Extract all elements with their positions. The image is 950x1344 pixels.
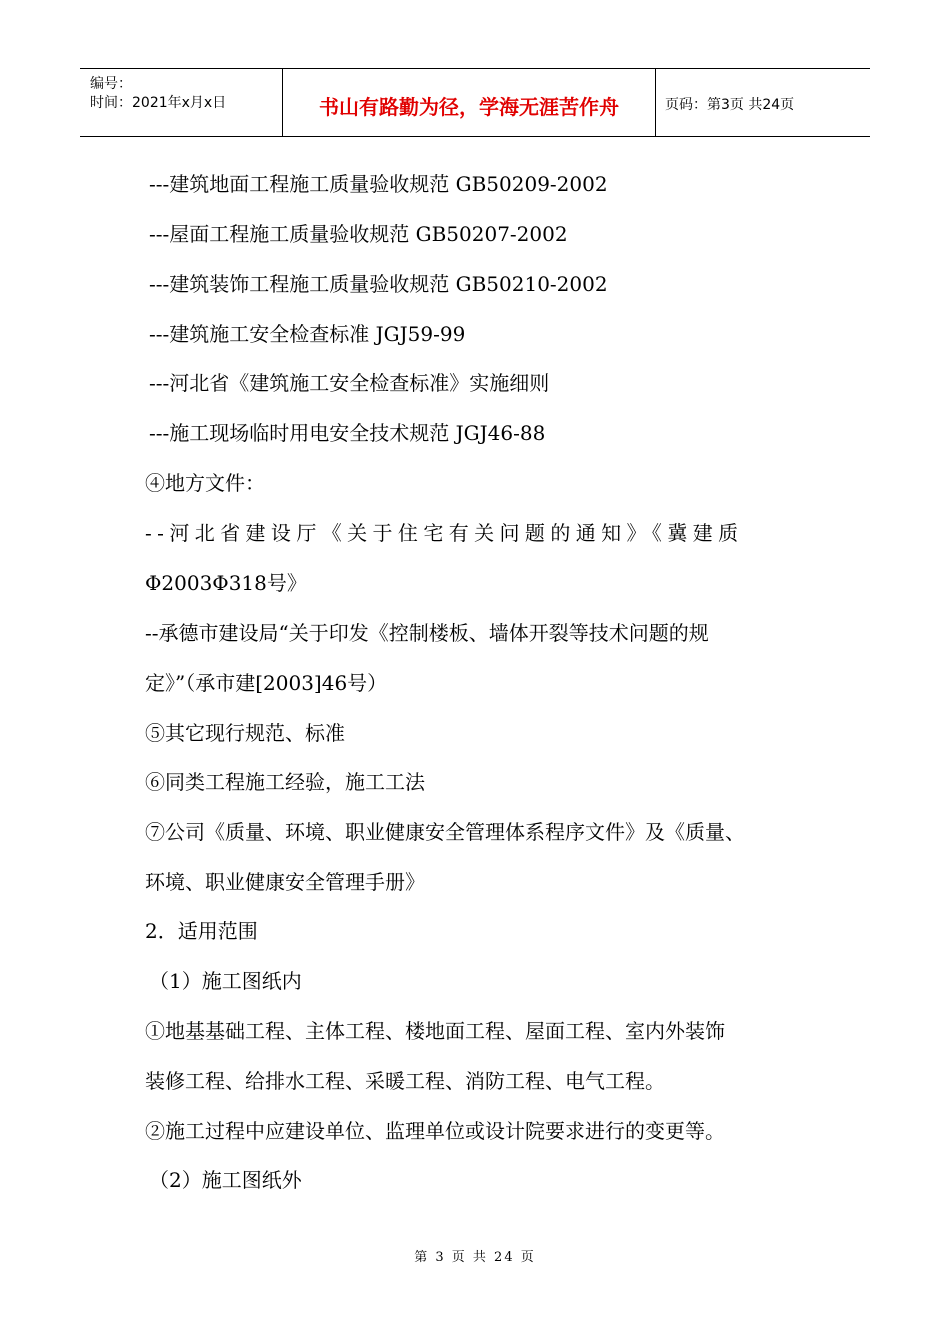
standard-item: ---建筑装饰工程施工质量验收规范 GB50210-2002 <box>149 272 608 296</box>
document-number-label: 编号： <box>90 76 132 92</box>
paragraph-line: 定》”（承市建[2003]46号） <box>145 671 388 695</box>
paragraph-line: 环境、职业健康安全管理手册》 <box>145 870 425 894</box>
standard-item: ---河北省《建筑施工安全检查标准》实施细则 <box>149 371 550 395</box>
standard-item: ---施工现场临时用电安全技术规范 JGJ46-88 <box>149 421 546 445</box>
subsection-heading: （2）施工图纸外 <box>149 1168 302 1192</box>
section-heading: ⑤其它现行规范、标准 <box>145 721 345 745</box>
standard-item: ---建筑地面工程施工质量验收规范 GB50209-2002 <box>149 172 608 196</box>
header-page-number: 页码：第3页 共24页 <box>665 97 795 113</box>
header-motto-cell <box>282 69 656 136</box>
header-meta <box>80 69 282 136</box>
paragraph-line: ②施工过程中应建设单位、监理单位或设计院要求进行的变更等。 <box>145 1119 725 1143</box>
header-page-cell <box>655 69 870 136</box>
page-footer: 第 3 页 共 24 页 <box>414 1250 536 1265</box>
header-motto: 书山有路勤为径，学海无涯苦作舟 <box>319 95 619 119</box>
paragraph-line: --承德市建设局“关于印发《控制楼板、墙体开裂等技术问题的规 <box>145 621 709 645</box>
paragraph-line: Φ2003Φ318号》 <box>145 571 307 595</box>
section-heading: ⑥同类工程施工经验，施工工法 <box>145 770 425 794</box>
section-heading: 2．适用范围 <box>145 919 258 943</box>
document-time-label: 时间：2021年x月x日 <box>90 95 227 111</box>
paragraph-line: ⑦公司《质量、环境、职业健康安全管理体系程序文件》及《质量、 <box>145 820 745 844</box>
paragraph-line: 装修工程、给排水工程、采暖工程、消防工程、电气工程。 <box>145 1069 665 1093</box>
standard-item: ---建筑施工安全检查标准 JGJ59-99 <box>149 322 466 346</box>
subsection-heading: （1）施工图纸内 <box>149 969 302 993</box>
paragraph-line: ①地基基础工程、主体工程、楼地面工程、屋面工程、室内外装饰 <box>145 1019 725 1043</box>
section-heading: ④地方文件： <box>145 471 265 495</box>
standard-item: ---屋面工程施工质量验收规范 GB50207-2002 <box>149 222 568 246</box>
paragraph-line: --河北省建设厅《关于住宅有关问题的通知》《冀建质 <box>145 521 744 545</box>
page-header <box>80 68 870 137</box>
